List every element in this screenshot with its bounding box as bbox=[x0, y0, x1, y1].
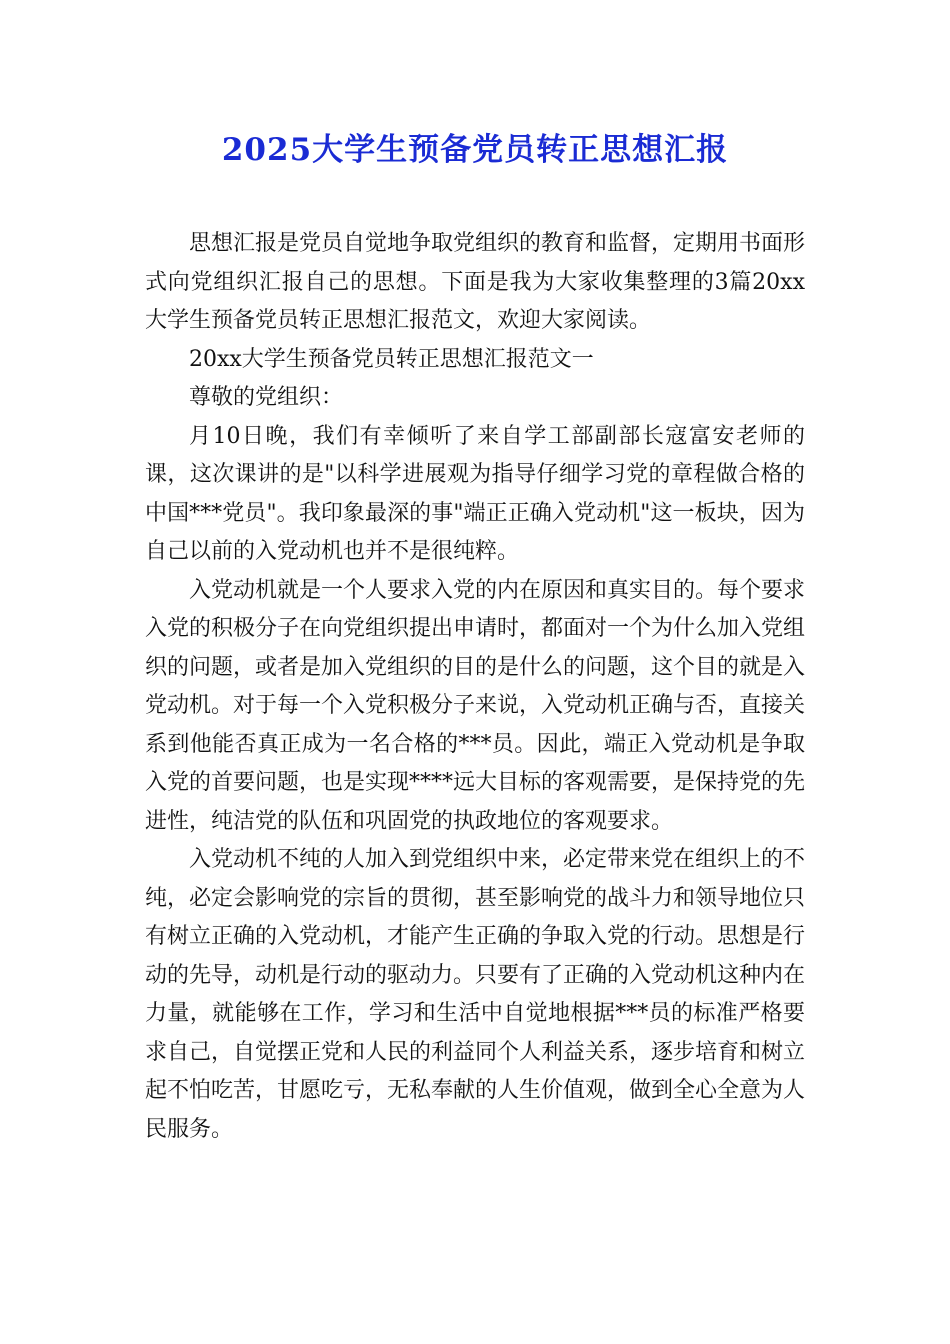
document-body bbox=[145, 225, 805, 1149]
paragraph-sample-heading: 20xx大学生预备党员转正思想汇报范文一 bbox=[189, 346, 594, 372]
paragraph-body-2: 入党动机就是一个人要求入党的内在原因和真实目的。每个要求入党的积极分子在向党组织提出申请时，都面对一个为什么加入党组织的问题，或者是加入党组织的目的是什么的问题，这个目的就是入党动机。对于每一个入党积极分子来说，入党动机正确与否，直接关系到他能否真正成为一名合格的***员。因此，端正入党动机是争取入党的首要问题，也是实现****远大目标的客观需要，是保持党的先进性，纯洁党的队伍和巩固党的执政地位的客观要求。 bbox=[145, 577, 806, 834]
document-title: 2025大学生预备党员转正思想汇报 bbox=[221, 132, 729, 168]
paragraph-body-3: 入党动机不纯的人加入到党组织中来，必定带来党在组织上的不纯，必定会影响党的宗旨的贯彻，甚至影响党的战斗力和领导地位只有树立正确的入党动机，才能产生正确的争取入党的行动。思想是行动的先导，动机是行动的驱动力。只要有了正确的入党动机这种内在力量，就能够在工作，学习和生活中自觉地根据***员的标准严格要求自己，自觉摆正党和人民的利益同个人利益关系，逐步培育和树立起不怕吃苦，甘愿吃亏，无私奉献的人生价值观，做到全心全意为人民服务。 bbox=[145, 847, 806, 1142]
paragraph-intro: 思想汇报是党员自觉地争取党组织的教育和监督，定期用书面形式向党组织汇报自己的思想。下面是我为大家收集整理的3篇20xx大学生预备党员转正思想汇报范文，欢迎大家阅读。 bbox=[145, 231, 806, 333]
paragraph-body-1: 月10日晚，我们有幸倾听了来自学工部副部长寇富安老师的课，这次课讲的是"以科学进展观为指导仔细学习党的章程做合格的中国***党员"。我印象最深的事"端正正确入党动机"这一板块，因为自己以前的入党动机也并不是很纯粹。 bbox=[145, 423, 805, 564]
paragraph-salutation: 尊敬的党组织： bbox=[189, 385, 344, 410]
